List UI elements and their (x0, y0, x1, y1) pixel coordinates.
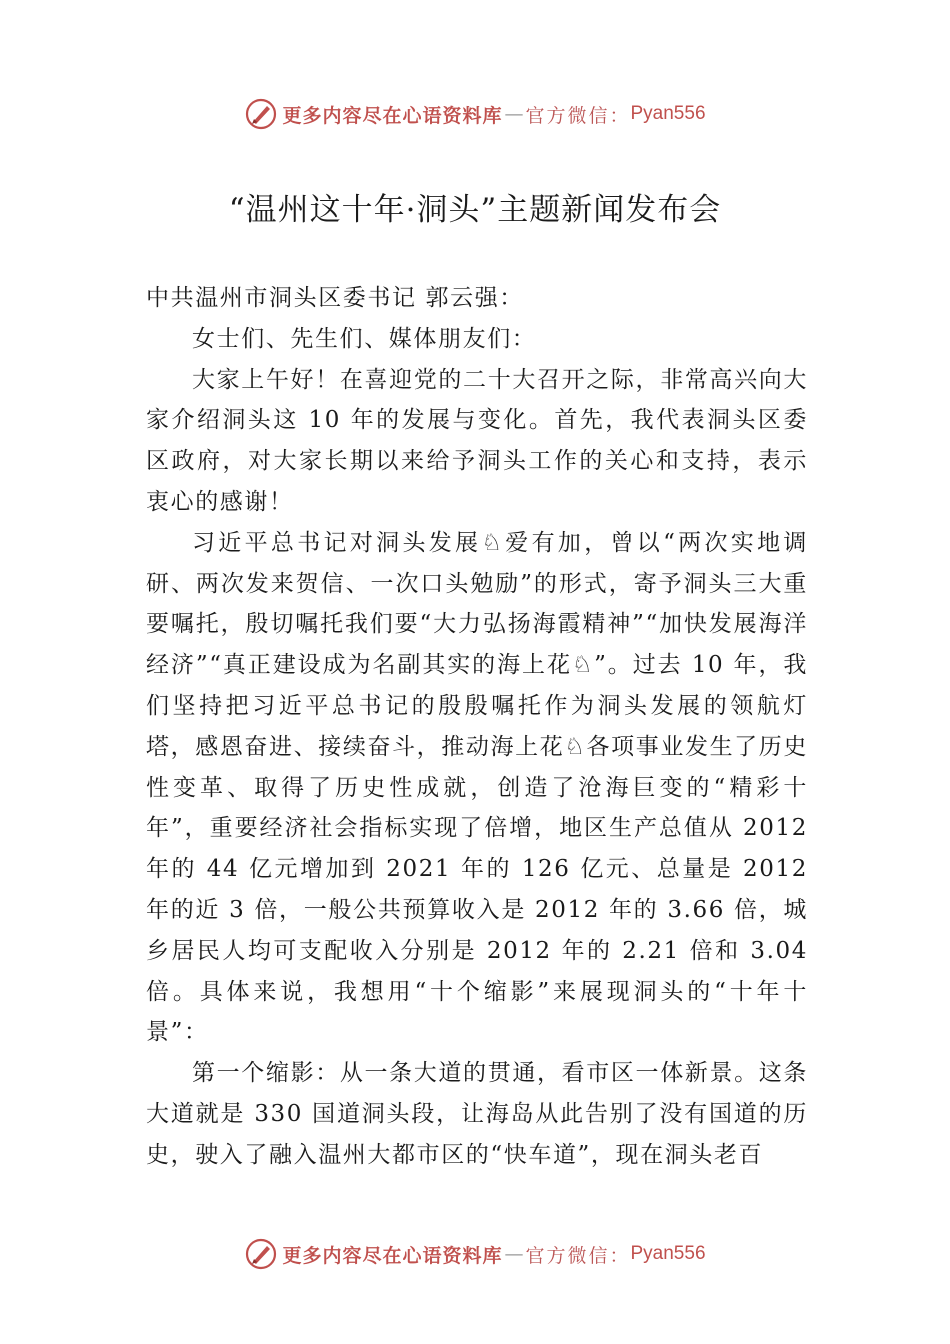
speaker-line: 中共温州市洞头区委书记 郭云强： (146, 285, 524, 311)
greeting: 女士们、先生们、媒体朋友们： (192, 325, 537, 352)
pen-logo-icon (244, 1237, 278, 1271)
pen-logo-icon (244, 97, 278, 131)
document-title: “温州这十年·洞头”主题新闻发布会 (228, 192, 722, 228)
document-body (146, 278, 808, 1175)
watermark-main-text: 更多内容尽在心语资料库 (282, 1244, 503, 1267)
watermark-sub-text: 官方微信： (525, 1244, 631, 1267)
watermark-wechat-id: Pyan556 (630, 103, 706, 124)
paragraph: 习近平总书记对洞头发展♘爱有加，曾以“两次实地调研、两次发来贺信、一次口头勉励”的形式，寄予洞头三大重要嘱托，殷切嘱托我们要“大力弘扬海霞精神”“加快发展海洋经济”“真正建设成为名副其实的海上花♘”。过去 10 年，我们坚持把习近平总书记的殷殷嘱托作为洞头发展的领航灯塔，感恩奋进、接续奋斗，推动海上花♘各项事业发生了历史性变革、取得了历史性成就，创造了沧海巨变的“精彩十年”，重要经济社会指标实现了倍增，地区生产总值从 2012 年的 44 亿元增加到 2021 年的 126 亿元、总量是 2012 年的近 3 倍，一般公共预算收入是 2012 年的 3.66 倍，城乡居民人均可支配收入分别是 2012 年的 2.21 倍和 3.04 倍。具体来说，我想用“十个缩影”来展现洞头的“十年十景”： (146, 529, 808, 1046)
watermark-sub-text: 官方微信： (525, 104, 631, 127)
paragraph: 第一个缩影：从一条大道的贯通，看市区一体新景。这条大道就是 330 国道洞头段，让海岛从此告别了没有国道的历史，驶入了融入温州大都市区的“快车道”，现在洞头老百 (146, 1060, 808, 1168)
paragraph: 大家上午好！在喜迎党的二十大召开之际，非常高兴向大家介绍洞头这 10 年的发展与变化。首先，我代表洞头区委区政府，对大家长期以来给予洞头工作的关心和支持，表示衷心的感谢！ (146, 366, 808, 515)
watermark-header (0, 94, 950, 134)
watermark-separator: — (504, 1243, 524, 1265)
watermark-wechat-id: Pyan556 (630, 1243, 706, 1264)
watermark-footer (0, 1234, 950, 1274)
watermark-main-text: 更多内容尽在心语资料库 (282, 104, 503, 127)
watermark-separator: — (504, 103, 524, 125)
